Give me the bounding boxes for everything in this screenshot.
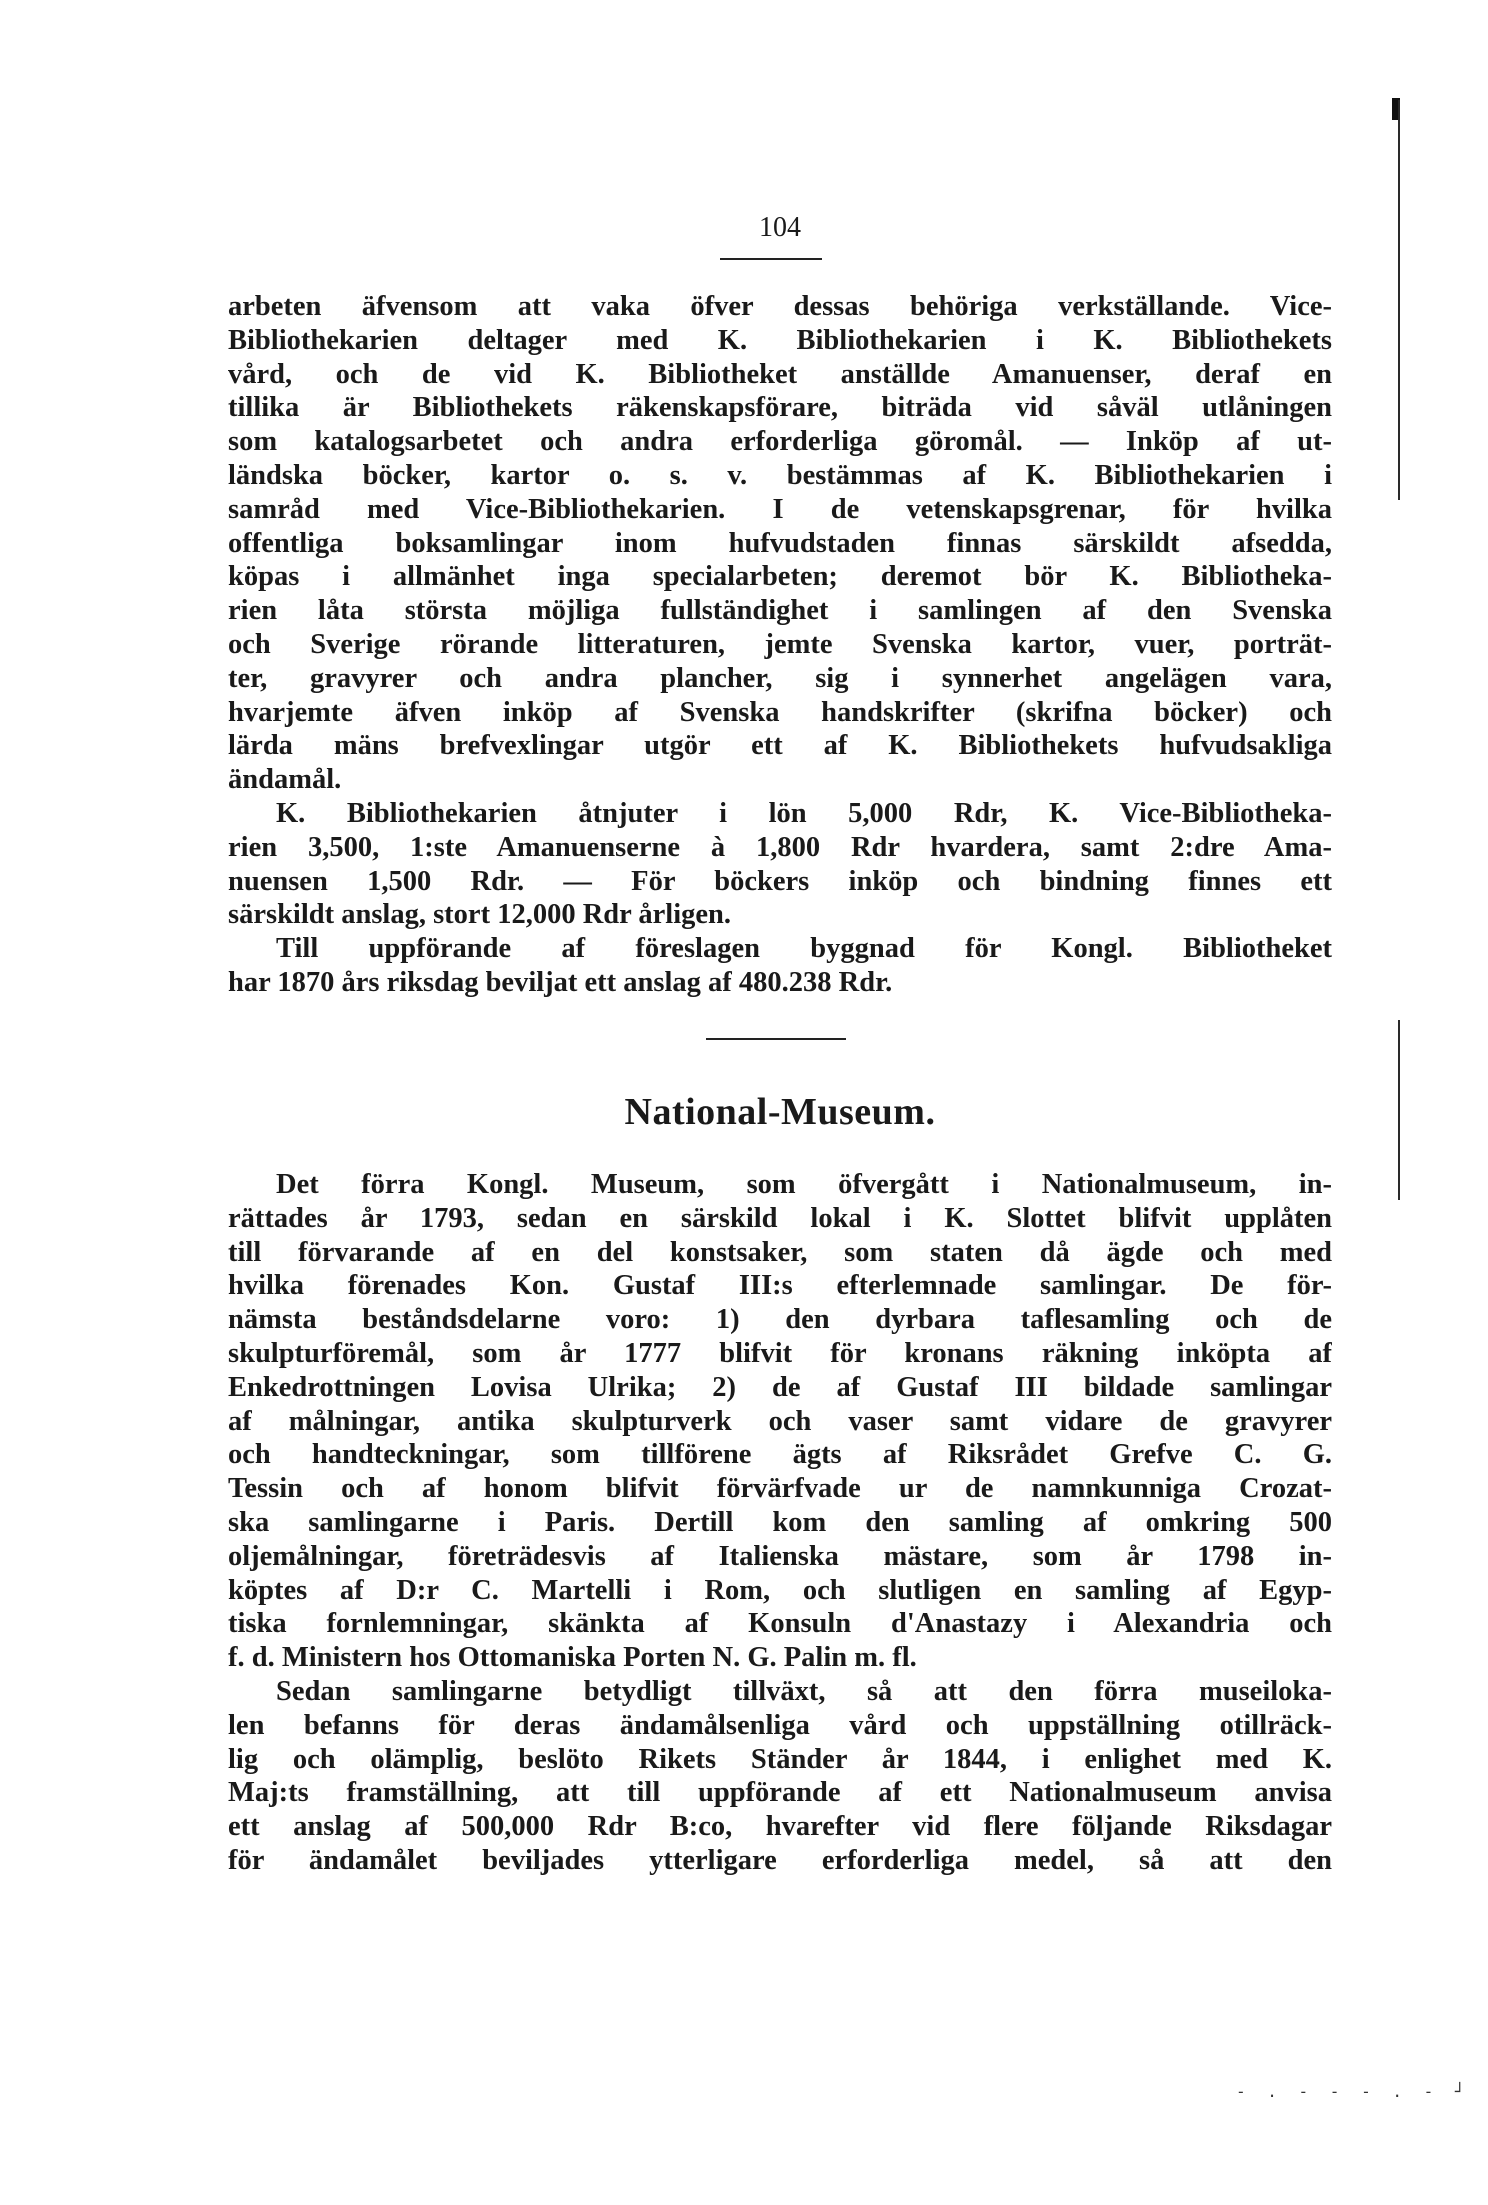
page-number: 104 [759, 212, 801, 243]
text-line: oljemålningar, företrädesvis af Italienska mästare, som år 1798 in- [228, 1540, 1332, 1572]
text-line: offentliga boksamlingar inom hufvudstaden finnas särskildt afsedda, [228, 527, 1332, 559]
text-line: till förvarande af en del konstsaker, som staten då ägde och med [228, 1236, 1332, 1268]
text-line: Till uppförande af föreslagen byggnad för Kongl. Bibliotheket [276, 933, 1332, 965]
text-line: Tessin och af honom blifvit förvärfvade ur de namnkunniga Crozat- [228, 1473, 1332, 1505]
text-line: som katalogsarbetet och andra erforderliga göromål. — Inköp af ut- [228, 426, 1332, 458]
text-line: arbeten äfvensom att vaka öfver dessas behöriga verkställande. Vice- [228, 291, 1332, 322]
text-line: har 1870 års riksdag beviljat ett anslag af 480.238 Rdr. [228, 966, 893, 998]
text-line: nämsta beståndsdelarne voro: 1) den dyrbara taflesamling och de [228, 1304, 1332, 1336]
text-line: för ändamålet beviljades ytterligare erforderliga medel, så att den [228, 1844, 1332, 1876]
text-line: len befanns för deras ändamålsenliga vård och uppställning otillräck- [228, 1709, 1332, 1741]
museum-section-text [228, 1168, 1332, 1878]
section-title: National-Museum. [624, 1091, 936, 1133]
text-line: hvilka förenades Kon. Gustaf III:s efterlemnade samlingar. De för- [228, 1270, 1332, 1302]
text-line: lig och olämplig, beslöto Rikets Ständer år 1844, i enlighet med K. [228, 1743, 1332, 1775]
text-line: nuensen 1,500 Rdr. — För böckers inköp och bindning finnes ett [228, 865, 1332, 897]
text-line: lärda mäns brefvexlingar utgör ett af K. Bibliothekets hufvudsakliga [228, 730, 1332, 762]
text-line: köptes af D:r C. Martelli i Rom, och slutligen en samling af Egyp- [228, 1574, 1332, 1606]
section-divider [706, 1038, 846, 1040]
text-line: Sedan samlingarne betydligt tillväxt, så att den förra museiloka- [276, 1675, 1332, 1707]
text-line: Maj:ts framställning, att till uppförande af ett Nationalmuseum anvisa [228, 1777, 1332, 1809]
scan-footer-marks: - . - - - . - ┘ [1236, 2082, 1471, 2101]
text-line: f. d. Ministern hos Ottomaniska Porten N. G. Palin m. fl. [228, 1642, 917, 1674]
text-line: hvarjemte äfven inköp af Svenska handskrifter (skrifna böcker) och [228, 696, 1332, 728]
page-number-rule [720, 258, 822, 260]
text-line: tiska fornlemningar, skänkta af Konsuln d'Anastazy i Alexandria och [228, 1608, 1332, 1640]
text-line: Bibliothekarien deltager med K. Bibliothekarien i K. Bibliothekets [228, 324, 1332, 356]
text-line: samråd med Vice-Bibliothekarien. I de vetenskapsgrenar, för hvilka [228, 493, 1332, 525]
text-line: K. Bibliothekarien åtnjuter i lön 5,000 Rdr, K. Vice-Bibliotheka- [276, 797, 1332, 829]
text-line: ett anslag af 500,000 Rdr B:co, hvarefter vid flere följande Riksdagar [228, 1811, 1332, 1843]
text-line: rien låta största möjliga fullständighet i samlingen af den Svenska [228, 595, 1332, 627]
library-section-text [228, 290, 1332, 1000]
scan-margin-line-top [1398, 100, 1400, 500]
text-line: och handteckningar, som tillförene ägts af Riksrådet Grefve C. G. [228, 1439, 1332, 1471]
text-line: rien 3,500, 1:ste Amanuenserne à 1,800 Rdr hvardera, samt 2:dre Ama- [228, 831, 1332, 863]
text-line: vård, och de vid K. Bibliotheket anställde Amanuenser, deraf en [228, 358, 1332, 390]
text-line: Enkedrottningen Lovisa Ulrika; 2) de af Gustaf III bildade samlingar [228, 1371, 1332, 1403]
text-line: rättades år 1793, sedan en särskild lokal i K. Slottet blifvit upplåten [228, 1202, 1332, 1234]
text-line: ändamål. [228, 764, 342, 796]
text-line: ska samlingarne i Paris. Dertill kom den samling af omkring 500 [228, 1506, 1332, 1538]
text-line: skulpturföremål, som år 1777 blifvit för kronans räkning inköpta af [228, 1337, 1332, 1369]
text-line: särskildt anslag, stort 12,000 Rdr årligen. [228, 899, 731, 931]
text-line: tillika är Bibliothekets räkenskapsförare, biträda vid såväl utlåningen [228, 392, 1332, 424]
text-line: Det förra Kongl. Museum, som öfvergått i Nationalmuseum, in- [276, 1169, 1332, 1200]
text-line: af målningar, antika skulpturverk och vaser samt vidare de gravyrer [228, 1405, 1332, 1437]
text-line: och Sverige rörande litteraturen, jemte Svenska kartor, vuer, porträt- [228, 628, 1332, 660]
scan-margin-line-middle [1398, 1020, 1400, 1200]
text-line: köpas i allmänhet inga specialarbeten; deremot bör K. Bibliotheka- [228, 561, 1332, 593]
text-line: ter, gravyrer och andra plancher, sig i synnerhet angelägen vara, [228, 662, 1332, 694]
text-line: ländska böcker, kartor o. s. v. bestämmas af K. Bibliothekarien i [228, 459, 1332, 491]
